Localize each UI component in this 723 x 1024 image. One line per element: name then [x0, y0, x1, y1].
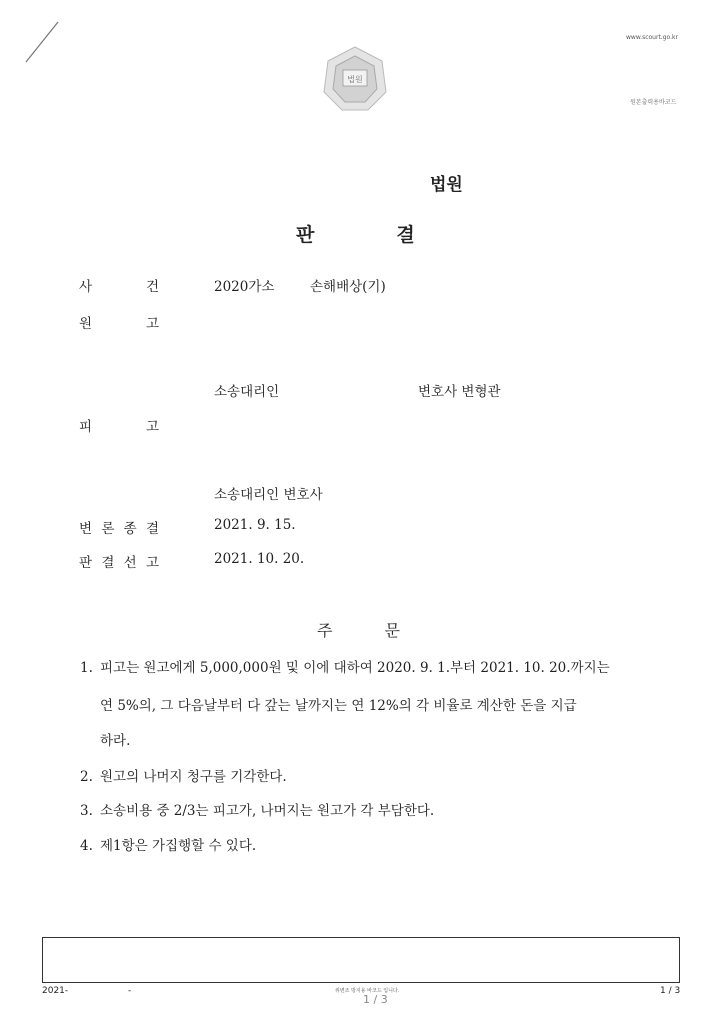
closing-label: 변 론 종 결	[79, 521, 159, 537]
pen-stroke-mark	[22, 18, 62, 68]
footer-box	[42, 937, 680, 983]
title-char: 결	[396, 224, 415, 246]
closing-date: 2021. 9. 15.	[214, 517, 296, 533]
defendant-label: 피 고	[79, 419, 159, 435]
footer-dash: -	[128, 986, 132, 996]
footer-case-id: 2021-	[42, 986, 69, 996]
case-label: 사 건	[79, 279, 159, 295]
barcode-label: 원본출력용바코드	[630, 99, 677, 106]
footer-note: 위변조 방지용 바코드 입니다.	[335, 988, 400, 994]
title-char: 판	[296, 224, 315, 246]
order-item-continuation: 연 5%의, 그 다음날부터 다 갚는 날까지는 연 12%의 각 비율로 계산한 돈을 지급	[100, 698, 577, 714]
court-name: 법원	[430, 175, 463, 195]
plaintiff-agent-value: 변호사 변형관	[418, 384, 501, 400]
order-item-continuation: 하라.	[100, 733, 131, 749]
court-emblem-icon	[320, 44, 390, 114]
document-title	[296, 220, 415, 247]
ruling-date: 2021. 10. 20.	[214, 551, 305, 567]
site-url: www.scourt.go.kr	[626, 34, 678, 41]
order-item: 4. 제1항은 가집행할 수 있다.	[80, 838, 257, 854]
plaintiff-agent-label: 소송대리인	[214, 384, 280, 400]
footer-page-faint: 1 / 3	[363, 993, 388, 1006]
emblem-text: 법원	[347, 75, 363, 84]
case-number: 2020가소	[214, 279, 275, 295]
case-name: 손해배상(기)	[310, 279, 386, 295]
order-item: 2. 원고의 나머지 청구를 기각한다.	[80, 769, 287, 785]
order-item: 3. 소송비용 중 2/3는 피고가, 나머지는 원고가 각 부담한다.	[80, 803, 435, 819]
ruling-label: 판 결 선 고	[79, 555, 159, 571]
defendant-agent: 소송대리인 변호사	[214, 487, 323, 503]
order-heading: 주 문	[317, 621, 400, 640]
order-item: 1. 피고는 원고에게 5,000,000원 및 이에 대하여 2020. 9. 1.부터 2021. 10. 20.까지는	[80, 660, 610, 676]
footer-page-number: 1 / 3	[660, 986, 681, 996]
plaintiff-label: 원 고	[79, 316, 159, 332]
